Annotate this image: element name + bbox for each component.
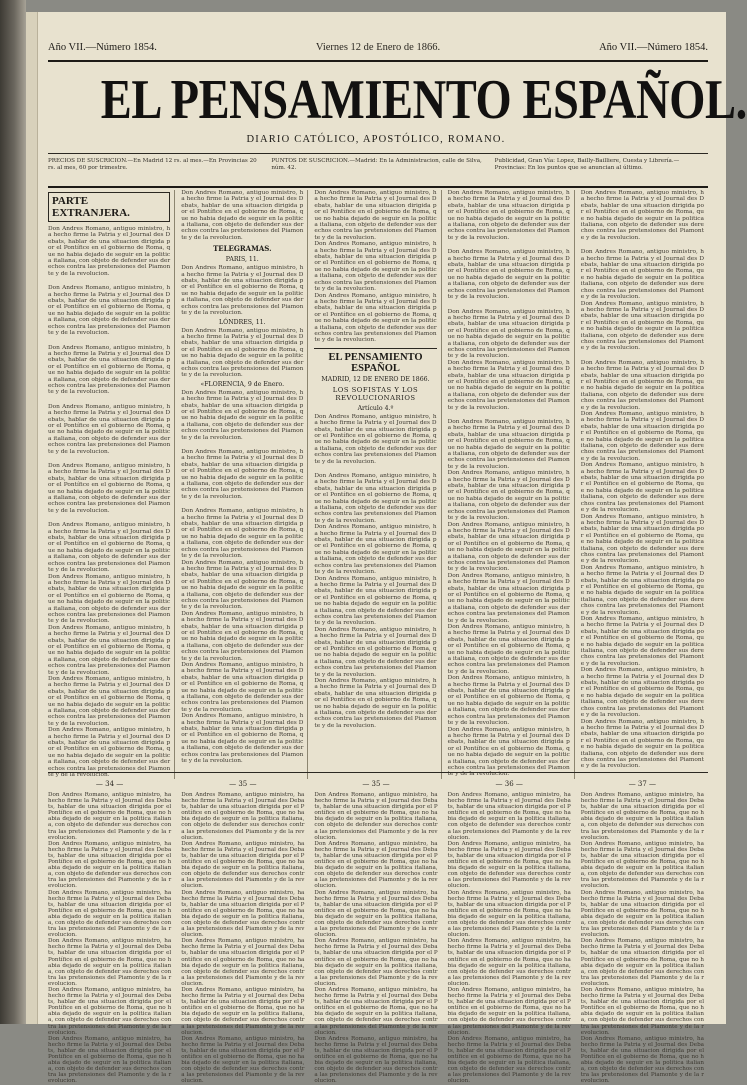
- folio: — 34 —: [95, 780, 124, 788]
- subscription-terms: [48, 158, 708, 184]
- body-text: Don Andres Romano, antiguo ministro, ha hecho firme la Patria y el Journal des Debats, hablar de una situacion dirigida por el Pontífice en el gobierno de Roma, que no habia dejado de seguir en la politica italiana, con objeto de defender sus derechos contra las pretensiones del Piamonte y de la revolucion.: [447, 249, 570, 301]
- body-text: Don Andres Romano, antiguo ministro, ha hecho firme la Patria y el Journal des Debats, hablar de una situacion dirigida por el Pontífice en el gobierno de Roma, que no habia dejado de seguir en la politica italiana, con objeto de defender sus derechos contra las pretensiones del Piamonte y de la revolucion.: [447, 190, 570, 241]
- body-text: Don Andres Romano, antiguo ministro, ha hecho firme la Patria y el Journal des Debats, hablar de una situacion dirigida por el Pontífice en el gobierno de Roma, que no habia dejado de seguir en la politica italiana, con objeto de defender sus derechos contra las pretensiones del Piamonte y de la revolucion.: [447, 938, 571, 987]
- body-text: Don Andres Romano, antiguo ministro, ha hecho firme la Patria y el Journal des Debats, hablar de una situacion dirigida por el Pontífice en el gobierno de Roma, que no habia dejado de seguir en la politica italiana, con objeto de defender sus derechos contra las pretensiones del Piamonte y de la revolucion.: [48, 573, 171, 625]
- body-text: Don Andres Romano, antiguo ministro, ha hecho firme la Patria y el Journal des Debats, hablar de una situacion dirigida por el Pontífice en el gobierno de Roma, que no habia dejado de seguir en la politica italiana, con objeto de defender sus derechos contra las pretensiones del Piamonte y de la revolucion.: [314, 938, 438, 987]
- body-text: Don Andres Romano, antiguo ministro, ha hecho firme la Patria y el Journal des Debats, hablar de una situacion dirigida por el Pontífice en el gobierno de Roma, que no habia dejado de seguir en la politica italiana, con objeto de defender sus derechos contra las pretensiones del Piamonte y de la revolucion.: [447, 726, 570, 778]
- terms-right: Publicidad, Gran Vía: Lopez, Bailly-Bailliere, Cuesta y Librería.—Provincias: En los puntos que se anuncian al último.: [494, 158, 680, 171]
- body-text: Don Andres Romano, antiguo ministro, ha hecho firme la Patria y el Journal des Debats, hablar de una situacion dirigida por el Pontífice en el gobierno de Roma, que no habia dejado de seguir en la politica italiana, con objeto de defender sus derechos contra las pretensiones del Piamonte y de la revolucion.: [181, 449, 304, 500]
- body-text: Don Andres Romano, antiguo ministro, ha hecho firme la Patria y el Journal des Debats, hablar de una situacion dirigida por el Pontífice en el gobierno de Roma, que no habia dejado de seguir en la politica italiana, con objeto de defender sus derechos contra las pretensiones del Piamonte y de la revolucion.: [580, 564, 704, 616]
- body-text: Don Andres Romano, antiguo ministro, ha hecho firme la Patria y el Journal des Debats, hablar de una situacion dirigida por el Pontífice en el gobierno de Roma, que no habia dejado de seguir en la politica italiana, con objeto de defender sus derechos contra las pretensiones del Piamonte y de la revolucion.: [314, 524, 437, 576]
- body-text: Don Andres Romano, antiguo ministro, ha hecho firme la Patria y el Journal des Debats, hablar de una situacion dirigida por el Pontífice en el gobierno de Roma, que no habia dejado de seguir en la politica italiana, con objeto de defender sus derechos contra las pretensiones del Piamonte y de la revolucion.: [181, 938, 305, 987]
- book-binding: [0, 0, 26, 1024]
- body-text: Don Andres Romano, antiguo ministro, ha hecho firme la Patria y el Journal des Debats, hablar de una situacion dirigida por el Pontífice en el gobierno de Roma, que no habia dejado de seguir en la politica italiana, con objeto de defender sus derechos contra las pretensiones del Piamonte y de la revolucion.: [580, 462, 704, 514]
- telegrams-heading: TELEGRAMAS.: [213, 244, 272, 254]
- terms-middle: PUNTOS DE SUSCRICION.—Madrid: En la Administracion, calle de Silva, núm. 42.: [271, 158, 482, 171]
- body-text: Don Andres Romano, antiguo ministro, ha hecho firme la Patria y el Journal des Debats, hablar de una situacion dirigida por el Pontífice en el gobierno de Roma, que no habia dejado de seguir en la politica italiana, con objeto de defender sus derechos contra las pretensiones del Piamonte y de la revolucion.: [48, 226, 171, 277]
- body-text: Don Andres Romano, antiguo ministro, ha hecho firme la Patria y el Journal des Debats, hablar de una situacion dirigida por el Pontífice en el gobierno de Roma, que no habia dejado de seguir en la politica italiana, con objeto de defender sus derechos contra las pretensiones del Piamonte y de la revolucion.: [48, 624, 171, 676]
- body-text: Don Andres Romano, antiguo ministro, ha hecho firme la Patria y el Journal des Debats, hablar de una situacion dirigida por el Pontífice en el gobierno de Roma, que no habia dejado de seguir en la politica italiana, con objeto de defender sus derechos contra las pretensiones del Piamonte y de la revolucion.: [580, 667, 704, 719]
- body-text: Don Andres Romano, antiguo ministro, ha hecho firme la Patria y el Journal des Debats, hablar de una situacion dirigida por el Pontífice en el gobierno de Roma, que no habia dejado de seguir en la politica italiana, con objeto de defender sus derechos contra las pretensiones del Piamonte y de la revolucion.: [314, 889, 438, 939]
- article-part: Artículo 4.º: [357, 404, 394, 412]
- body-text: Don Andres Romano, antiguo ministro, ha hecho firme la Patria y el Journal des Debats, hablar de una situacion dirigida por el Pontífice en el gobierno de Roma, que no habia dejado de seguir en la politica italiana, con objeto de defender sus derechos contra las pretensiones del Piamonte y de la revolucion.: [580, 616, 704, 667]
- body-text: Don Andres Romano, antiguo ministro, ha hecho firme la Patria y el Journal des Debats, hablar de una situacion dirigida por el Pontífice en el gobierno de Roma, que no habia dejado de seguir en la politica italiana, con objeto de defender sus derechos contra las pretensiones del Piamonte y de la revolucion.: [181, 610, 304, 662]
- body-text: Don Andres Romano, antiguo ministro, ha hecho firme la Patria y el Journal des Debats, hablar de una situacion dirigida por el Pontífice en el gobierno de Roma, que no habia dejado de seguir en la politica italiana, con objeto de defender sus derechos contra las pretensiones del Piamonte y de la revolucion.: [181, 889, 305, 939]
- body-text: Don Andres Romano, antiguo ministro, ha hecho firme la Patria y el Journal des Debats, hablar de una situacion dirigida por el Pontífice en el gobierno de Roma, que no habia dejado de seguir en la politica italiana, con objeto de defender sus derechos contra las pretensiones del Piamonte y de la revolucion.: [181, 508, 304, 560]
- body-text: Don Andres Romano, antiguo ministro, ha hecho firme la Patria y el Journal des Debats, hablar de una situacion dirigida por el Pontífice en el gobierno de Roma, que no habia dejado de seguir en la politica italiana, con objeto de defender sus derechos contra las pretensiones del Piamonte y de la revolucion.: [48, 403, 171, 455]
- column-4: [448, 190, 575, 779]
- feuilleton-rule: [48, 772, 708, 773]
- body-text: Don Andres Romano, antiguo ministro, ha hecho firme la Patria y el Journal des Debats, hablar de una situacion dirigida por el Pontífice en el gobierno de Roma, que no habia dejado de seguir en la politica italiana, con objeto de defender sus derechos contra las pretensiones del Piamonte y de la revolucion.: [314, 840, 438, 890]
- body-text: Don Andres Romano, antiguo ministro, ha hecho firme la Patria y el Journal des Debats, hablar de una situacion dirigida por el Pontífice en el gobierno de Roma, que no habia dejado de seguir en la politica italiana, con objeto de defender sus derechos contra las pretensiones del Piamonte y de la revolucion.: [314, 792, 438, 841]
- body-text: Don Andres Romano, antiguo ministro, ha hecho firme la Patria y el Journal des Debats, hablar de una situacion dirigida por el Pontífice en el gobierno de Roma, que no habia dejado de seguir en la politica italiana, con objeto de defender sus derechos contra las pretensiones del Piamonte y de la revolucion.: [181, 662, 304, 713]
- body-text: Don Andres Romano, antiguo ministro, ha hecho firme la Patria y el Journal des Debats, hablar de una situacion dirigida por el Pontífice en el gobierno de Roma, que no habia dejado de seguir en la politica italiana, con objeto de defender sus derechos contra las pretensiones del Piamonte y de la revolucion.: [314, 190, 437, 241]
- front-columns: [48, 190, 708, 779]
- body-text: Don Andres Romano, antiguo ministro, ha hecho firme la Patria y el Journal des Debats, hablar de una situacion dirigida por el Pontífice en el gobierno de Roma, que no habia dejado de seguir en la politica italiana, con objeto de defender sus derechos contra las pretensiones del Piamonte y de la revolucion.: [314, 1035, 438, 1085]
- body-text: Don Andres Romano, antiguo ministro, ha hecho firme la Patria y el Journal des Debats, hablar de una situacion dirigida por el Pontífice en el gobierno de Roma, que no habia dejado de seguir en la politica italiana, con objeto de defender sus derechos contra las pretensiones del Piamonte y de la revolucion.: [48, 676, 171, 727]
- florence-dateline: «FLORENCIA, 9 de Enero.: [200, 380, 285, 388]
- body-text: Don Andres Romano, antiguo ministro, ha hecho firme la Patria y el Journal des Debats, hablar de una situacion dirigida por el Pontífice en el gobierno de Roma, que no habia dejado de seguir en la politica italiana, con objeto de defender sus derechos contra las pretensiones del Piamonte y de la revolucion.: [181, 987, 305, 1036]
- body-text: Don Andres Romano, antiguo ministro, ha hecho firme la Patria y el Journal des Debats, hablar de una situacion dirigida por el Pontífice en el gobierno de Roma, que no habia dejado de seguir en la politica italiana, con objeto de defender sus derechos contra las pretensiones del Piamonte y de la revolucion.: [48, 1035, 172, 1085]
- body-text: Don Andres Romano, antiguo ministro, ha hecho firme la Patria y el Journal des Debats, hablar de una situacion dirigida por el Pontífice en el gobierno de Roma, que no habia dejado de seguir en la politica italiana, con objeto de defender sus derechos contra las pretensiones del Piamonte y de la revolucion.: [314, 473, 437, 524]
- body-text: Don Andres Romano, antiguo ministro, ha hecho firme la Patria y el Journal des Debats, hablar de una situacion dirigida por el Pontífice en el gobierno de Roma, que no habia dejado de seguir en la politica italiana, con objeto de defender sus derechos contra las pretensiones del Piamonte y de la revolucion.: [447, 1035, 571, 1085]
- masthead-bottom-rule: [48, 153, 708, 154]
- editorial-masthead: EL PENSAMIENTO ESPAÑOL: [314, 348, 436, 374]
- body-text: Don Andres Romano, antiguo ministro, ha hecho firme la Patria y el Journal des Debats, hablar de una situacion dirigida por el Pontífice en el gobierno de Roma, que no habia dejado de seguir en la politica italiana, con objeto de defender sus derechos contra las pretensiones del Piamonte y de la revolucion.: [447, 675, 570, 727]
- column-2: [181, 190, 308, 779]
- body-text: Don Andres Romano, antiguo ministro, ha hecho firme la Patria y el Journal des Debats, hablar de una situacion dirigida por el Pontífice en el gobierno de Roma, que no habia dejado de seguir en la politica italiana, con objeto de defender sus derechos contra las pretensiones del Piamonte y de la revolucion.: [314, 413, 437, 465]
- masthead-subtitle: DIARIO CATÓLICO, APOSTÓLICO, ROMANO.: [246, 134, 506, 145]
- terms-rule: [48, 186, 708, 188]
- newspaper-page: [26, 12, 747, 1085]
- body-text: Don Andres Romano, antiguo ministro, ha hecho firme la Patria y el Journal des Debats, hablar de una situacion dirigida por el Pontífice en el gobierno de Roma, que no habia dejado de seguir en la politica italiana, con objeto de defender sus derechos contra las pretensiones del Piamonte y de la revolucion.: [181, 1035, 305, 1085]
- folio: — 36 —: [495, 780, 523, 788]
- body-text: Don Andres Romano, antiguo ministro, ha hecho firme la Patria y el Journal des Debats, hablar de una situacion dirigida por el Pontífice en el gobierno de Roma, que no habia dejado de seguir en la politica italiana, con objeto de defender sus derechos contra las pretensiones del Piamonte y de la revolucion.: [447, 359, 570, 411]
- body-text: Don Andres Romano, antiguo ministro, ha hecho firme la Patria y el Journal des Debats, hablar de una situacion dirigida por el Pontífice en el gobierno de Roma, que no habia dejado de seguir en la politica italiana, con objeto de defender sus derechos contra las pretensiones del Piamonte y de la revolucion.: [181, 713, 304, 765]
- body-text: Don Andres Romano, antiguo ministro, ha hecho firme la Patria y el Journal des Debats, hablar de una situacion dirigida por el Pontífice en el gobierno de Roma, que no habia dejado de seguir en la politica italiana, con objeto de defender sus derechos contra las pretensiones del Piamonte y de la revolucion.: [314, 626, 437, 678]
- edition-line: [48, 42, 708, 53]
- folio: — 35 —: [229, 780, 257, 788]
- body-text: Don Andres Romano, antiguo ministro, ha hecho firme la Patria y el Journal des Debats, hablar de una situacion dirigida por el Pontífice en el gobierno de Roma, que no habia dejado de seguir en la politica italiana, con objeto de defender sus derechos contra las pretensiones del Piamonte y de la revolucion.: [48, 344, 171, 396]
- body-text: Don Andres Romano, antiguo ministro, ha hecho firme la Patria y el Journal des Debats, hablar de una situacion dirigida por el Pontífice en el gobierno de Roma, que no habia dejado de seguir en la politica italiana, con objeto de defender sus derechos contra las pretensiones del Piamonte y de la revolucion.: [580, 792, 704, 841]
- feuilleton-columns: [48, 780, 708, 1085]
- body-text: Don Andres Romano, antiguo ministro, ha hecho firme la Patria y el Journal des Debats, hablar de una situacion dirigida por el Pontífice en el gobierno de Roma, que no habia dejado de seguir en la politica italiana, con objeto de defender sus derechos contra las pretensiones del Piamonte y de la revolucion.: [48, 285, 171, 337]
- body-text: Don Andres Romano, antiguo ministro, ha hecho firme la Patria y el Journal des Debats, hablar de una situacion dirigida por el Pontífice en el gobierno de Roma, que no habia dejado de seguir en la politica italiana, con objeto de defender sus derechos contra las pretensiones del Piamonte y de la revolucion.: [447, 419, 570, 470]
- body-text: Don Andres Romano, antiguo ministro, ha hecho firme la Patria y el Journal des Debats, hablar de una situacion dirigida por el Pontífice en el gobierno de Roma, que no habia dejado de seguir en la politica italiana, con objeto de defender sus derechos contra las pretensiones del Piamonte y de la revolucion.: [447, 792, 571, 841]
- body-text: Don Andres Romano, antiguo ministro, ha hecho firme la Patria y el Journal des Debats, hablar de una situacion dirigida por el Pontífice en el gobierno de Roma, que no habia dejado de seguir en la politica italiana, con objeto de defender sus derechos contra las pretensiones del Piamonte y de la revolucion.: [314, 678, 437, 729]
- page-edge: [26, 12, 38, 1024]
- body-text: Don Andres Romano, antiguo ministro, ha hecho firme la Patria y el Journal des Debats, hablar de una situacion dirigida por el Pontífice en el gobierno de Roma, que no habia dejado de seguir en la politica italiana, con objeto de defender sus derechos contra las pretensiones del Piamonte y de la revolucion.: [181, 840, 305, 890]
- body-text: Don Andres Romano, antiguo ministro, ha hecho firme la Patria y el Journal des Debats, hablar de una situacion dirigida por el Pontífice en el gobierno de Roma, que no habia dejado de seguir en la politica italiana, con objeto de defender sus derechos contra las pretensiones del Piamonte y de la revolucion.: [48, 987, 172, 1036]
- edition-right: Año VII.—Número 1854.: [599, 42, 708, 53]
- body-text: Don Andres Romano, antiguo ministro, ha hecho firme la Patria y el Journal des Debats, hablar de una situacion dirigida por el Pontífice en el gobierno de Roma, que no habia dejado de seguir en la politica italiana, con objeto de defender sus derechos contra las pretensiones del Piamonte y de la revolucion.: [48, 727, 171, 779]
- body-text: Don Andres Romano, antiguo ministro, ha hecho firme la Patria y el Journal des Debats, hablar de una situacion dirigida por el Pontífice en el gobierno de Roma, que no habia dejado de seguir en la politica italiana, con objeto de defender sus derechos contra las pretensiones del Piamonte y de la revolucion.: [48, 938, 172, 987]
- body-text: Don Andres Romano, antiguo ministro, ha hecho firme la Patria y el Journal des Debats, hablar de una situacion dirigida por el Pontífice en el gobierno de Roma, que no habia dejado de seguir en la politica italiana, con objeto de defender sus derechos contra las pretensiones del Piamonte y de la revolucion.: [314, 987, 438, 1036]
- body-text: Don Andres Romano, antiguo ministro, ha hecho firme la Patria y el Journal des Debats, hablar de una situacion dirigida por el Pontífice en el gobierno de Roma, que no habia dejado de seguir en la politica italiana, con objeto de defender sus derechos contra las pretensiones del Piamonte y de la revolucion.: [580, 1035, 704, 1085]
- body-text: Don Andres Romano, antiguo ministro, ha hecho firme la Patria y el Journal des Debats, hablar de una situacion dirigida por el Pontífice en el gobierno de Roma, que no habia dejado de seguir en la politica italiana, con objeto de defender sus derechos contra las pretensiones del Piamonte y de la revolucion.: [447, 889, 571, 939]
- body-text: Don Andres Romano, antiguo ministro, ha hecho firme la Patria y el Journal des Debats, hablar de una situacion dirigida por el Pontífice en el gobierno de Roma, que no habia dejado de seguir en la politica italiana, con objeto de defender sus derechos contra las pretensiones del Piamonte y de la revolucion.: [580, 300, 704, 352]
- body-text: Don Andres Romano, antiguo ministro, ha hecho firme la Patria y el Journal des Debats, hablar de una situacion dirigida por el Pontífice en el gobierno de Roma, que no habia dejado de seguir en la politica italiana, con objeto de defender sus derechos contra las pretensiones del Piamonte y de la revolucion.: [181, 792, 305, 841]
- body-text: Don Andres Romano, antiguo ministro, ha hecho firme la Patria y el Journal des Debats, hablar de una situacion dirigida por el Pontífice en el gobierno de Roma, que no habia dejado de seguir en la politica italiana, con objeto de defender sus derechos contra las pretensiones del Piamonte y de la revolucion.: [580, 411, 704, 462]
- body-text: Don Andres Romano, antiguo ministro, ha hecho firme la Patria y el Journal des Debats, hablar de una situacion dirigida por el Pontífice en el gobierno de Roma, que no habia dejado de seguir en la politica italiana, con objeto de defender sus derechos contra las pretensiones del Piamonte y de la revolucion.: [48, 522, 171, 574]
- body-text: Don Andres Romano, antiguo ministro, ha hecho firme la Patria y el Journal des Debats, hablar de una situacion dirigida por el Pontífice en el gobierno de Roma, que no habia dejado de seguir en la politica italiana, con objeto de defender sus derechos contra las pretensiones del Piamonte y de la revolucion.: [580, 840, 704, 890]
- column-3: [314, 190, 441, 779]
- edition-left: Año VII.—Número 1854.: [48, 42, 157, 53]
- body-text: Don Andres Romano, antiguo ministro, ha hecho firme la Patria y el Journal des Debats, hablar de una situacion dirigida por el Pontífice en el gobierno de Roma, que no habia dejado de seguir en la politica italiana, con objeto de defender sus derechos contra las pretensiones del Piamonte y de la revolucion.: [314, 292, 437, 344]
- body-text: Don Andres Romano, antiguo ministro, ha hecho firme la Patria y el Journal des Debats, hablar de una situacion dirigida por el Pontífice en el gobierno de Roma, que no habia dejado de seguir en la politica italiana, con objeto de defender sus derechos contra las pretensiones del Piamonte y de la revolucion.: [447, 624, 570, 675]
- folio: — 37 —: [628, 780, 657, 788]
- body-text: Don Andres Romano, antiguo ministro, ha hecho firme la Patria y el Journal des Debats, hablar de una situacion dirigida por el Pontífice en el gobierno de Roma, que no habia dejado de seguir en la politica italiana, con objeto de defender sus derechos contra las pretensiones del Piamonte y de la revolucion.: [181, 327, 304, 379]
- body-text: Don Andres Romano, antiguo ministro, ha hecho firme la Patria y el Journal des Debats, hablar de una situacion dirigida por el Pontífice en el gobierno de Roma, que no habia dejado de seguir en la politica italiana, con objeto de defender sus derechos contra las pretensiones del Piamonte y de la revolucion.: [580, 513, 704, 565]
- masthead-top-rule: [48, 60, 708, 62]
- section-foreign: PARTE EXTRANJERA.: [48, 192, 170, 222]
- paris-dateline: PARIS, 11.: [225, 256, 259, 264]
- body-text: Don Andres Romano, antiguo ministro, ha hecho firme la Patria y el Journal des Debats, hablar de una situacion dirigida por el Pontífice en el gobierno de Roma, que no habia dejado de seguir en la politica italiana, con objeto de defender sus derechos contra las pretensiones del Piamonte y de la revolucion.: [181, 190, 304, 241]
- feuilleton-column-3: [314, 780, 441, 1085]
- body-text: Don Andres Romano, antiguo ministro, ha hecho firme la Patria y el Journal des Debats, hablar de una situacion dirigida por el Pontífice en el gobierno de Roma, que no habia dejado de seguir en la politica italiana, con objeto de defender sus derechos contra las pretensiones del Piamonte y de la revolucion.: [48, 840, 172, 890]
- folio: — 35 —: [362, 780, 390, 788]
- feuilleton-column-4: [448, 780, 575, 1085]
- feuilleton-column-2: [181, 780, 308, 1085]
- article-title: LOS SOFISTAS Y LOS REVOLUCIONARIOS: [332, 385, 419, 402]
- body-text: Don Andres Romano, antiguo ministro, ha hecho firme la Patria y el Journal des Debats, hablar de una situacion dirigida por el Pontífice en el gobierno de Roma, que no habia dejado de seguir en la politica italiana, con objeto de defender sus derechos contra las pretensiones del Piamonte y de la revolucion.: [580, 938, 704, 987]
- column-1: [48, 190, 175, 779]
- masthead-title: EL PENSAMIENTO ESPAÑOL.: [100, 69, 747, 131]
- body-text: Don Andres Romano, antiguo ministro, ha hecho firme la Patria y el Journal des Debats, hablar de una situacion dirigida por el Pontífice en el gobierno de Roma, que no habia dejado de seguir en la politica italiana, con objeto de defender sus derechos contra las pretensiones del Piamonte y de la revolucion.: [580, 359, 704, 411]
- feuilleton-column-5: [581, 780, 708, 1085]
- body-text: Don Andres Romano, antiguo ministro, ha hecho firme la Patria y el Journal des Debats, hablar de una situacion dirigida por el Pontífice en el gobierno de Roma, que no habia dejado de seguir en la politica italiana, con objeto de defender sus derechos contra las pretensiones del Piamonte y de la revolucion.: [181, 265, 304, 317]
- body-text: Don Andres Romano, antiguo ministro, ha hecho firme la Patria y el Journal des Debats, hablar de una situacion dirigida por el Pontífice en el gobierno de Roma, que no habia dejado de seguir en la politica italiana, con objeto de defender sus derechos contra las pretensiones del Piamonte y de la revolucion.: [580, 718, 704, 770]
- body-text: Don Andres Romano, antiguo ministro, ha hecho firme la Patria y el Journal des Debats, hablar de una situacion dirigida por el Pontífice en el gobierno de Roma, que no habia dejado de seguir en la politica italiana, con objeto de defender sus derechos contra las pretensiones del Piamonte y de la revolucion.: [447, 840, 571, 890]
- body-text: Don Andres Romano, antiguo ministro, ha hecho firme la Patria y el Journal des Debats, hablar de una situacion dirigida por el Pontífice en el gobierno de Roma, que no habia dejado de seguir en la politica italiana, con objeto de defender sus derechos contra las pretensiones del Piamonte y de la revolucion.: [181, 559, 304, 611]
- body-text: Don Andres Romano, antiguo ministro, ha hecho firme la Patria y el Journal des Debats, hablar de una situacion dirigida por el Pontífice en el gobierno de Roma, que no habia dejado de seguir en la politica italiana, con objeto de defender sus derechos contra las pretensiones del Piamonte y de la revolucion.: [48, 889, 172, 939]
- column-5: [581, 190, 708, 779]
- body-text: Don Andres Romano, antiguo ministro, ha hecho firme la Patria y el Journal des Debats, hablar de una situacion dirigida por el Pontífice en el gobierno de Roma, que no habia dejado de seguir en la politica italiana, con objeto de defender sus derechos contra las pretensiones del Piamonte y de la revolucion.: [447, 572, 570, 624]
- body-text: Don Andres Romano, antiguo ministro, ha hecho firme la Patria y el Journal des Debats, hablar de una situacion dirigida por el Pontífice en el gobierno de Roma, que no habia dejado de seguir en la politica italiana, con objeto de defender sus derechos contra las pretensiones del Piamonte y de la revolucion.: [314, 575, 437, 627]
- body-text: Don Andres Romano, antiguo ministro, ha hecho firme la Patria y el Journal des Debats, hablar de una situacion dirigida por el Pontífice en el gobierno de Roma, que no habia dejado de seguir en la politica italiana, con objeto de defender sus derechos contra las pretensiones del Piamonte y de la revolucion.: [447, 521, 570, 573]
- body-text: Don Andres Romano, antiguo ministro, ha hecho firme la Patria y el Journal des Debats, hablar de una situacion dirigida por el Pontífice en el gobierno de Roma, que no habia dejado de seguir en la politica italiana, con objeto de defender sus derechos contra las pretensiones del Piamonte y de la revolucion.: [580, 987, 704, 1036]
- body-text: Don Andres Romano, antiguo ministro, ha hecho firme la Patria y el Journal des Debats, hablar de una situacion dirigida por el Pontífice en el gobierno de Roma, que no habia dejado de seguir en la politica italiana, con objeto de defender sus derechos contra las pretensiones del Piamonte y de la revolucion.: [580, 249, 704, 301]
- body-text: Don Andres Romano, antiguo ministro, ha hecho firme la Patria y el Journal des Debats, hablar de una situacion dirigida por el Pontífice en el gobierno de Roma, que no habia dejado de seguir en la politica italiana, con objeto de defender sus derechos contra las pretensiones del Piamonte y de la revolucion.: [447, 308, 570, 360]
- london-dateline: LÓNDRES, 11.: [219, 318, 266, 326]
- issue-date: Viernes 12 de Enero de 1866.: [315, 42, 441, 53]
- body-text: Don Andres Romano, antiguo ministro, ha hecho firme la Patria y el Journal des Debats, hablar de una situacion dirigida por el Pontífice en el gobierno de Roma, que no habia dejado de seguir en la politica italiana, con objeto de defender sus derechos contra las pretensiones del Piamonte y de la revolucion.: [48, 792, 172, 841]
- body-text: Don Andres Romano, antiguo ministro, ha hecho firme la Patria y el Journal des Debats, hablar de una situacion dirigida por el Pontífice en el gobierno de Roma, que no habia dejado de seguir en la politica italiana, con objeto de defender sus derechos contra las pretensiones del Piamonte y de la revolucion.: [181, 389, 304, 441]
- body-text: Don Andres Romano, antiguo ministro, ha hecho firme la Patria y el Journal des Debats, hablar de una situacion dirigida por el Pontífice en el gobierno de Roma, que no habia dejado de seguir en la politica italiana, con objeto de defender sus derechos contra las pretensiones del Piamonte y de la revolucion.: [447, 987, 571, 1036]
- terms-left: PRECIOS DE SUSCRICION.—En Madrid 12 rs. al mes.—En Provincias 20 rs. al mes, 60 por trimestre.: [48, 158, 257, 171]
- body-text: Don Andres Romano, antiguo ministro, ha hecho firme la Patria y el Journal des Debats, hablar de una situacion dirigida por el Pontífice en el gobierno de Roma, que no habia dejado de seguir en la politica italiana, con objeto de defender sus derechos contra las pretensiones del Piamonte y de la revolucion.: [314, 241, 437, 293]
- body-text: Don Andres Romano, antiguo ministro, ha hecho firme la Patria y el Journal des Debats, hablar de una situacion dirigida por el Pontífice en el gobierno de Roma, que no habia dejado de seguir en la politica italiana, con objeto de defender sus derechos contra las pretensiones del Piamonte y de la revolucion.: [48, 463, 171, 514]
- body-text: Don Andres Romano, antiguo ministro, ha hecho firme la Patria y el Journal des Debats, hablar de una situacion dirigida por el Pontífice en el gobierno de Roma, que no habia dejado de seguir en la politica italiana, con objeto de defender sus derechos contra las pretensiones del Piamonte y de la revolucion.: [580, 190, 704, 241]
- body-text: Don Andres Romano, antiguo ministro, ha hecho firme la Patria y el Journal des Debats, hablar de una situacion dirigida por el Pontífice en el gobierno de Roma, que no habia dejado de seguir en la politica italiana, con objeto de defender sus derechos contra las pretensiones del Piamonte y de la revolucion.: [447, 470, 570, 522]
- feuilleton-column-1: [48, 780, 175, 1085]
- editorial-dateline: MADRID, 12 DE ENERO DE 1866.: [321, 375, 430, 383]
- body-text: Don Andres Romano, antiguo ministro, ha hecho firme la Patria y el Journal des Debats, hablar de una situacion dirigida por el Pontífice en el gobierno de Roma, que no habia dejado de seguir en la politica italiana, con objeto de defender sus derechos contra las pretensiones del Piamonte y de la revolucion.: [580, 889, 704, 939]
